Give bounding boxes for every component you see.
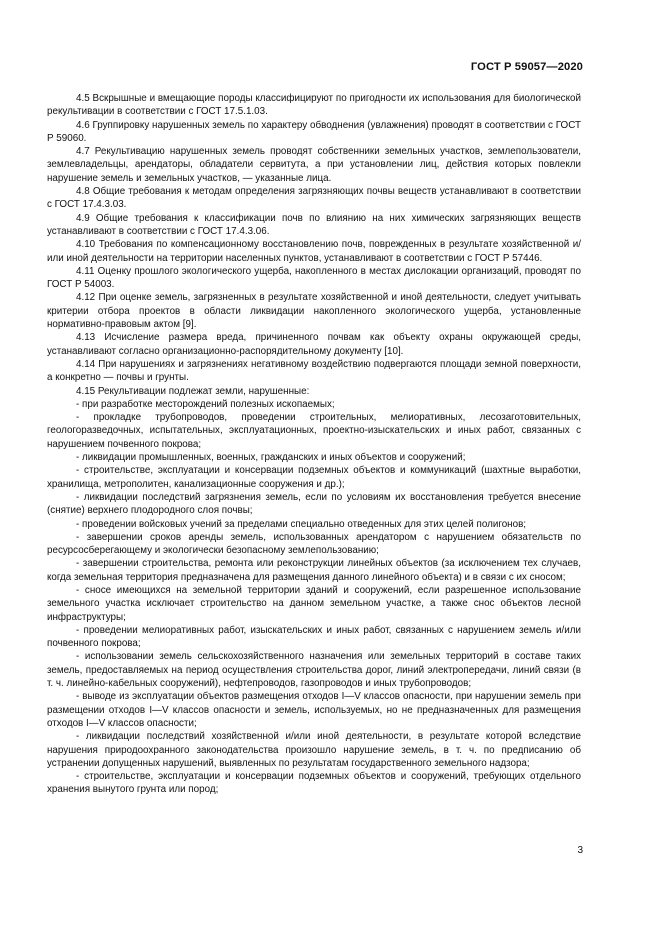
list-item: - ликвидации промышленных, военных, гражданских и иных объектов и сооружений;	[76, 452, 466, 464]
paragraph-4-10: 4.10 Требования по компенсационному восстановлению почв, поврежденных в результате хозяйственной и/или иной деятельности на территории населенных пунктов, устанавливают в соответствии с ГОСТ Р 57446.	[47, 239, 581, 264]
list-item: - проведении войсковых учений за пределами специально отведенных для этих целей полигонов;	[76, 518, 527, 530]
list-item: - ликвидации последствий загрязнения земель, если по условиям их восстановления требуется внесение (снятие) верхнего плодородного слоя почвы;	[47, 491, 581, 517]
list-item: - выводе из эксплуатации объектов размещения отходов I—V классов опасности, при нарушении земель при размещении отходов I—V классов опасности и земель, используемых, но не предназначенных для размещения отходов I—V классов опасности;	[47, 691, 581, 729]
document-body	[47, 92, 581, 797]
paragraph-4-11: 4.11 Оценку прошлого экологического ущерба, накопленного в местах дислокации организаций, проводят по ГОСТ Р 54003.	[47, 265, 581, 291]
document-number: ГОСТ Р 59057—2020	[470, 61, 583, 73]
paragraph-4-15: 4.15 Рекультивации подлежат земли, нарушенные:	[76, 385, 310, 397]
paragraph-4-7: 4.7 Рекультивацию нарушенных земель проводят собственники земельных участков, землепользователи, землевладельцы, арендаторы, обладатели сервитута, а при установлении лиц, действия которых повлекли нарушение земель и земельных участков, — указанные лица.	[47, 146, 581, 184]
paragraph-4-8: 4.8 Общие требования к методам определения загрязняющих почвы веществ устанавливают в соответствии с ГОСТ 17.4.3.03.	[47, 186, 581, 211]
list-item: - строительстве, эксплуатации и консервации подземных объектов и сооружений, требующих отдельного хранения вынутого грунта или пород;	[47, 771, 581, 796]
list-item: - прокладке трубопроводов, проведении строительных, мелиоративных, лесозаготовительных, геологоразведочных, испытательных, эксплуатационных, проектно-изыскательских и иных работ, связанных с нарушением почвенного покрова;	[47, 412, 581, 450]
paragraph-4-12: 4.12 При оценке земель, загрязненных в результате хозяйственной и иной деятельности, следует учитывать критерии отбора проектов в области ликвидации накопленного экологического ущерба, установленные нормативно-правовым актом [9].	[47, 292, 581, 331]
paragraph-4-9: 4.9 Общие требования к классификации почв по влиянию на них химических загрязняющих веществ устанавливают в соответствии с ГОСТ 17.4.3.06.	[47, 212, 581, 237]
list-item: - ликвидации последствий хозяйственной и/или иной деятельности, в результате которой вследствие нарушения природоохранного законодательства произошло нарушение земель, в т. ч. по предписанию об устранении допущенных нарушений, выявленных по результатам государственного земельного надзора;	[47, 731, 581, 769]
paragraph-4-13: 4.13 Исчисление размера вреда, причиненного почвам как объекту охраны окружающей среды, устанавливают согласно организационно-распорядительному документу [10].	[47, 332, 581, 357]
list-item: - при разработке месторождений полезных ископаемых;	[76, 398, 335, 410]
paragraph-4-5: 4.5 Вскрышные и вмещающие породы классифицируют по пригодности их использования для биологической рекультивации в соответствии с ГОСТ 17.5.1.03.	[47, 93, 581, 118]
list-item: - строительстве, эксплуатации и консервации подземных объектов и коммуникаций (шахтные выработки, хранилища, метрополитен, канализационные сооружения и др.);	[47, 465, 581, 490]
list-item: - проведении мелиоративных работ, изыскательских и иных работ, связанных с нарушением земель и/или почвенного покрова;	[47, 624, 581, 650]
list-item: - сносе имеющихся на земельной территории зданий и сооружений, если разрешенное использование земельного участка исключает строительство на данном земельном участке, а также снос объектов лесной инфраструктуры;	[47, 584, 581, 623]
list-item: - использовании земель сельскохозяйственного назначения или земельных территорий в составе таких земель, предоставляемых на период осуществления строительства дорог, линий электропередачи, линий связи (в т. ч. линейно-кабельных сооружений), нефтепроводов, газопроводов и иных трубопроводов;	[47, 651, 581, 690]
paragraph-4-14: 4.14 При нарушениях и загрязнениях негативному воздействию подвергаются площади земной поверхности, а конкретно — почвы и грунты.	[47, 358, 581, 384]
paragraph-4-6: 4.6 Группировку нарушенных земель по характеру обводнения (увлажнения) проводят в соответствии с ГОСТ Р 59060.	[47, 119, 581, 144]
list-item: - завершении строительства, ремонта или реконструкции линейных объектов (за исключением тех случаев, когда земельная территория предназначена для размещения данного линейного объекта) и в связи с их сносом;	[47, 558, 581, 583]
page-number: 3	[577, 845, 583, 856]
list-item: - завершении сроков аренды земель, использованных арендатором с нарушением обязательств по ресурсосберегающему и экологически безопасному землепользованию;	[47, 531, 581, 557]
